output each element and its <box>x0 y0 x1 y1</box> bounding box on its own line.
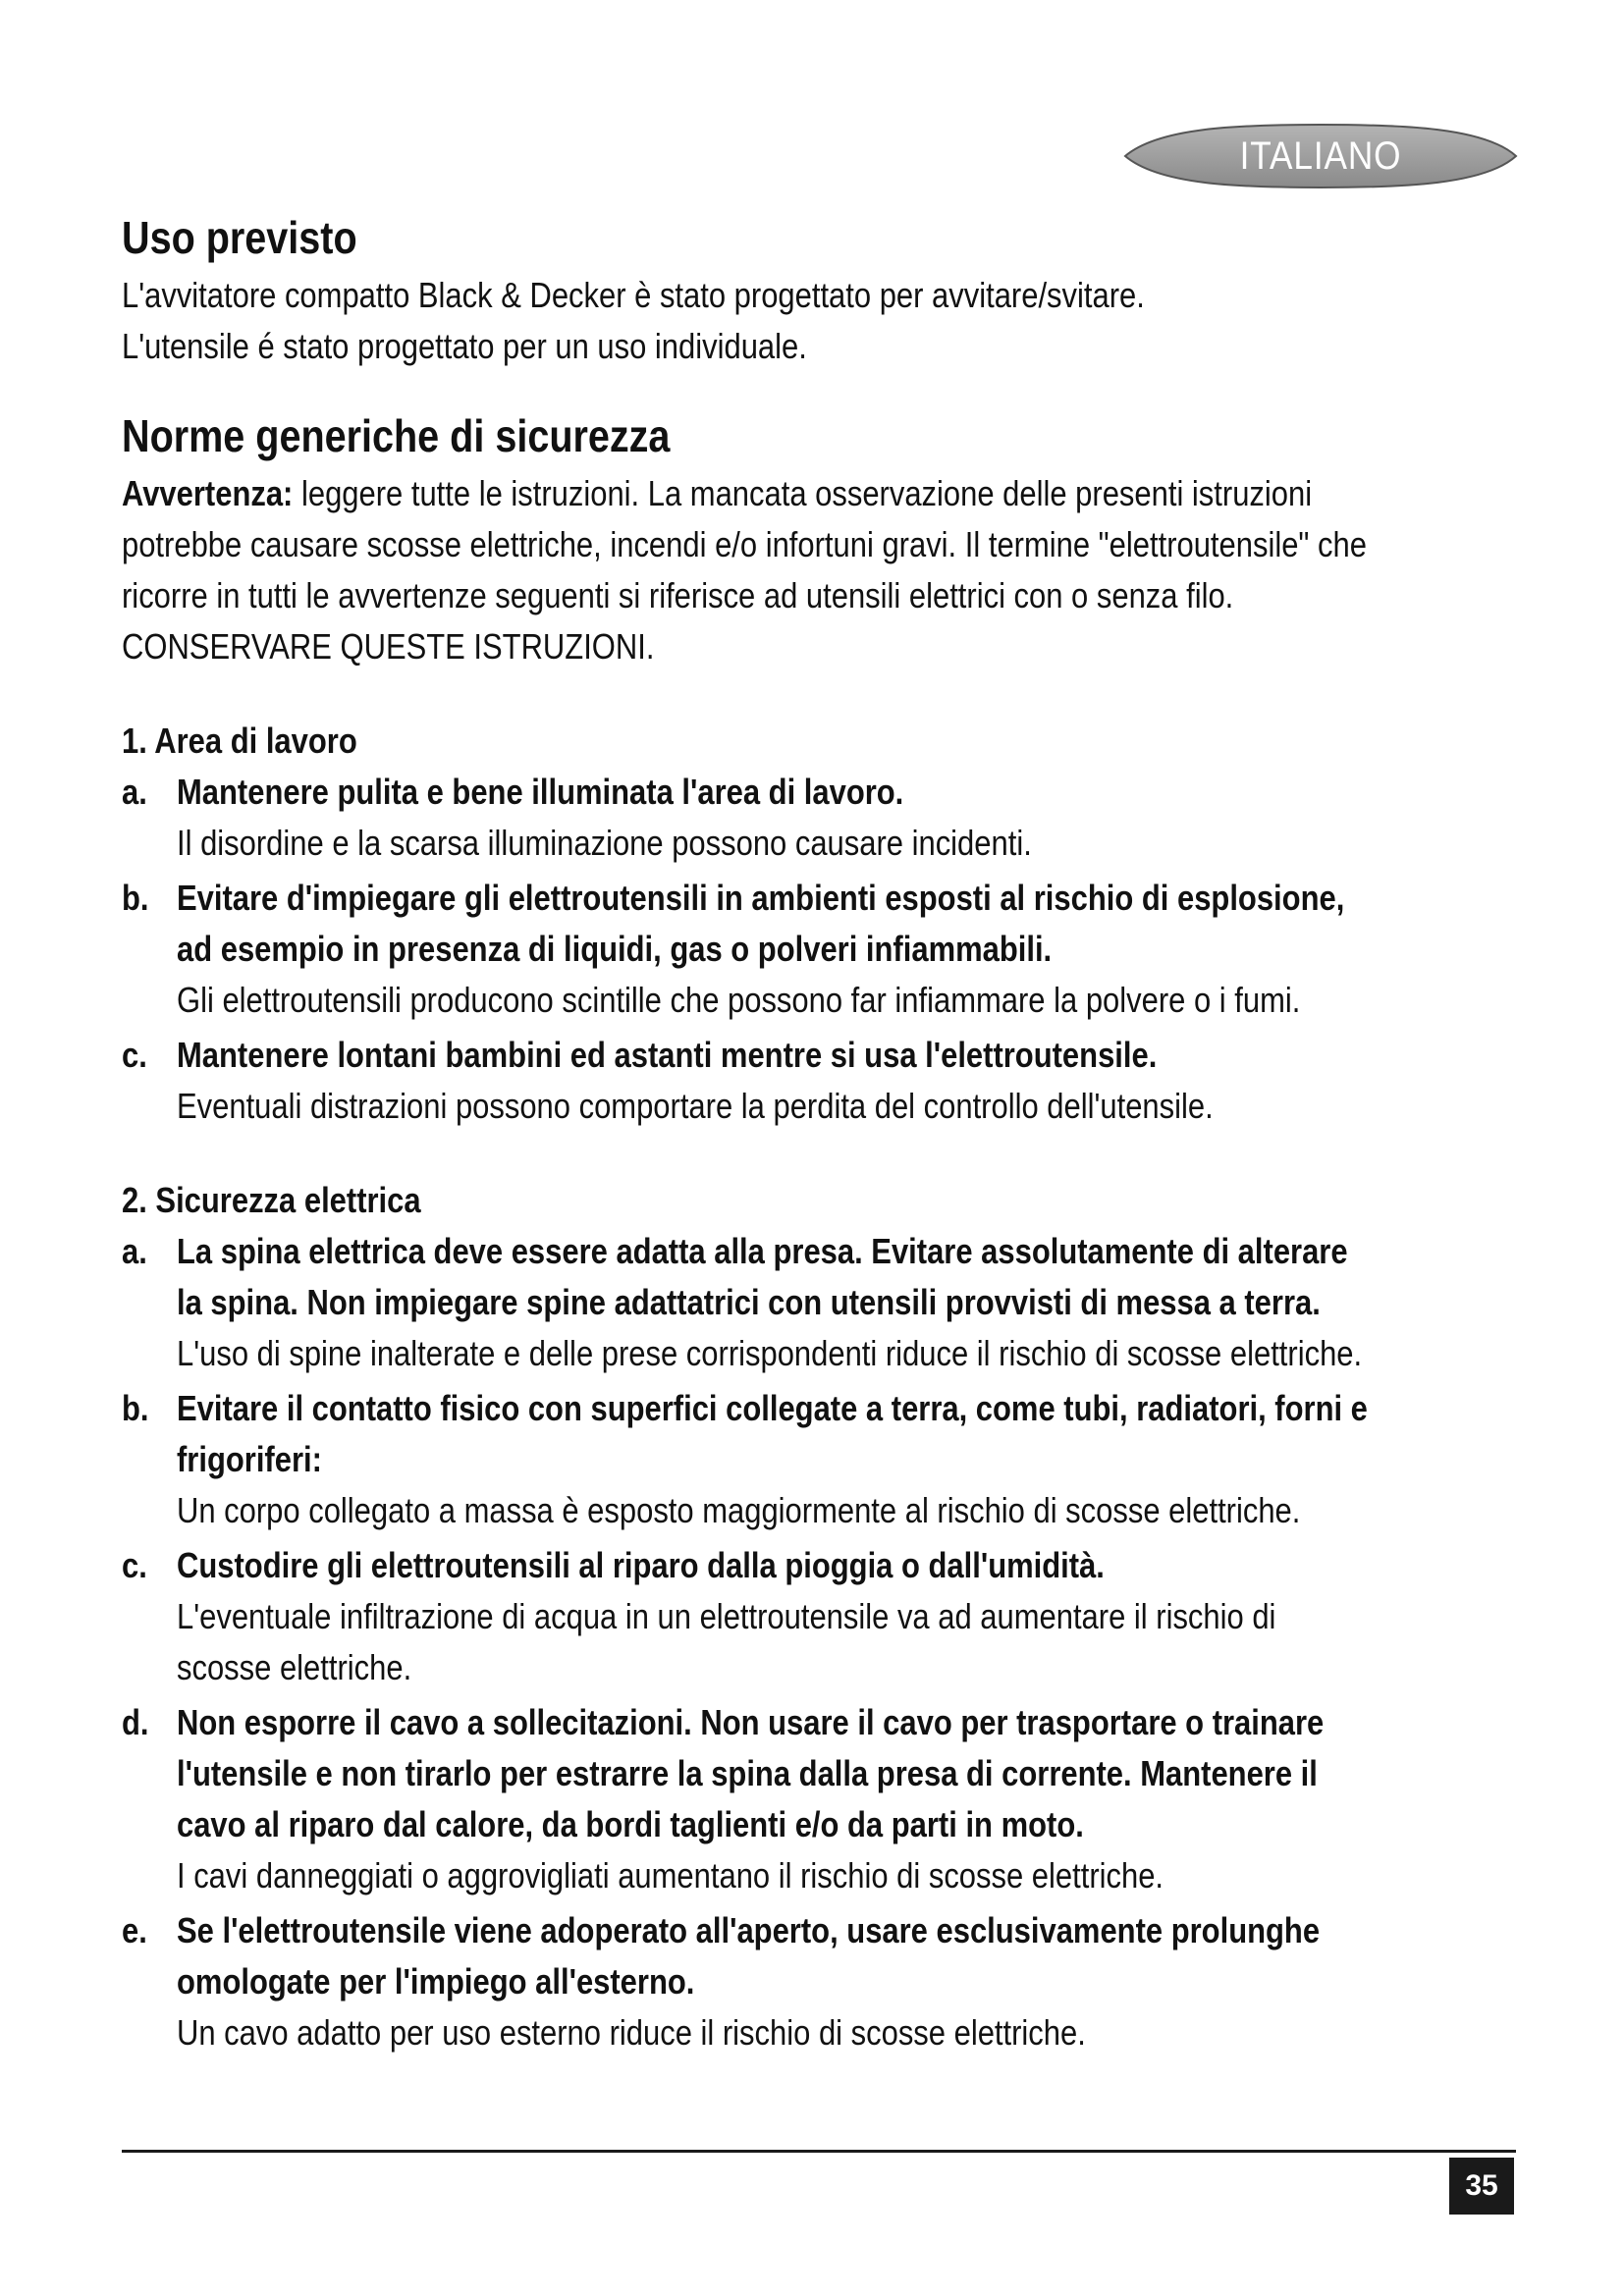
list-item-body <box>177 767 1516 869</box>
list-item-body <box>177 1905 1516 2058</box>
list-item-body <box>177 873 1516 1026</box>
list-item-body <box>177 1697 1516 1901</box>
list-item <box>122 1030 1516 1132</box>
norme-line-1 <box>122 468 1321 519</box>
list-item <box>122 1905 1516 2058</box>
list-item-marker: b. <box>122 1388 149 1428</box>
list-item-instruction: la spina. Non impiegare spine adattatrici con utensili provvisti di messa a terra. <box>177 1282 1321 1322</box>
list-item-instruction: ad esempio in presenza di liquidi, gas o polveri infiammabili. <box>177 929 1053 969</box>
list-item <box>122 1697 1516 1901</box>
list-item-marker: a. <box>122 1231 147 1271</box>
list-item <box>122 767 1516 869</box>
page-number: 35 <box>1449 2158 1514 2215</box>
list-item-instruction: cavo al riparo dal calore, da bordi taglienti e/o da parti in moto. <box>177 1804 1084 1844</box>
list-item-explanation: Un cavo adatto per uso esterno riduce il rischio di scosse elettriche. <box>177 2012 1086 2053</box>
list-item-marker: a. <box>122 772 147 812</box>
list-item <box>122 1383 1516 1536</box>
list-item-explanation: L'eventuale infiltrazione di acqua in un elettroutensile va ad aumentare il rischio di <box>177 1596 1276 1636</box>
list-item-body <box>177 1226 1516 1379</box>
section-2-heading: 2. Sicurezza elettrica <box>122 1180 421 1220</box>
list-item-explanation: Il disordine e la scarsa illuminazione possono causare incidenti. <box>177 823 1032 863</box>
list-item-explanation: Eventuali distrazioni possono comportare la perdita del controllo dell'utensile. <box>177 1086 1214 1126</box>
list-item-explanation: I cavi danneggiati o aggrovigliati aumentano il rischio di scosse elettriche. <box>177 1855 1164 1896</box>
list-item-instruction: Mantenere pulita e bene illuminata l'area di lavoro. <box>177 772 904 812</box>
list-item <box>122 873 1516 1026</box>
list-item-marker: c. <box>122 1035 147 1075</box>
list-item-body <box>177 1030 1516 1132</box>
list-item-explanation: scosse elettriche. <box>177 1647 412 1687</box>
norme-line-3: ricorre in tutti le avvertenze seguenti si riferisce ad utensili elettrici con o senza filo. <box>122 575 1234 615</box>
list-item-marker: d. <box>122 1702 149 1742</box>
list-item-explanation: L'uso di spine inalterate e delle prese corrispondenti riduce il rischio di scosse elettriche. <box>177 1333 1363 1373</box>
list-item-instruction: frigoriferi: <box>177 1439 322 1479</box>
language-label: ITALIANO <box>1239 134 1402 178</box>
list-item-explanation: Gli elettroutensili producono scintille che possono far infiammare la polvere o i fumi. <box>177 980 1301 1020</box>
uso-title: Uso previsto <box>122 212 357 263</box>
language-badge <box>1119 122 1522 190</box>
list-item-body <box>177 1540 1516 1693</box>
list-item-instruction: Non esporre il cavo a sollecitazioni. Non usare il cavo per trasportare o trainare <box>177 1702 1325 1742</box>
section-1-list <box>122 767 1516 1132</box>
list-item-marker: b. <box>122 878 149 918</box>
list-item-instruction: Evitare il contatto fisico con superfici collegate a terra, come tubi, radiatori, forni e <box>177 1388 1368 1428</box>
main-content <box>122 211 1516 2058</box>
list-item-marker: e. <box>122 1910 147 1950</box>
list-item-instruction: Se l'elettroutensile viene adoperato all'aperto, usare esclusivamente prolunghe <box>177 1910 1321 1950</box>
list-item-instruction: omologate per l'impiego all'esterno. <box>177 1961 695 2002</box>
list-item-instruction: Mantenere lontani bambini ed astanti mentre si usa l'elettroutensile. <box>177 1035 1158 1075</box>
list-item-instruction: La spina elettrica deve essere adatta alla presa. Evitare assolutamente di alterare <box>177 1231 1348 1271</box>
norme-title: Norme generiche di sicurezza <box>122 410 671 461</box>
section-2-list <box>122 1226 1516 2058</box>
warning-label: Avvertenza: <box>122 473 294 513</box>
list-item-instruction: Evitare d'impiegare gli elettroutensili in ambienti esposti al rischio di esplosione, <box>177 878 1345 918</box>
uso-line-2: L'utensile é stato progettato per un uso individuale. <box>122 326 807 366</box>
list-item-instruction: l'utensile e non tirarlo per estrarre la spina dalla presa di corrente. Mantenere il <box>177 1753 1318 1793</box>
list-item <box>122 1226 1516 1379</box>
norme-line-2: potrebbe causare scosse elettriche, incendi e/o infortuni gravi. Il termine "elettroutensile" che <box>122 524 1367 564</box>
norme-line-4: CONSERVARE QUESTE ISTRUZIONI. <box>122 626 655 667</box>
section-1-heading: 1. Area di lavoro <box>122 721 357 761</box>
uso-line-1: L'avvitatore compatto Black & Decker è stato progettato per avvitare/svitare. <box>122 275 1145 315</box>
warning-text: leggere tutte le istruzioni. La mancata osservazione delle presenti istruzioni <box>293 473 1313 513</box>
footer-rule <box>122 2150 1516 2153</box>
list-item <box>122 1540 1516 1693</box>
list-item-explanation: Un corpo collegato a massa è esposto maggiormente al rischio di scosse elettriche. <box>177 1490 1301 1530</box>
list-item-marker: c. <box>122 1545 147 1585</box>
list-item-body <box>177 1383 1516 1536</box>
list-item-instruction: Custodire gli elettroutensili al riparo dalla pioggia o dall'umidità. <box>177 1545 1105 1585</box>
